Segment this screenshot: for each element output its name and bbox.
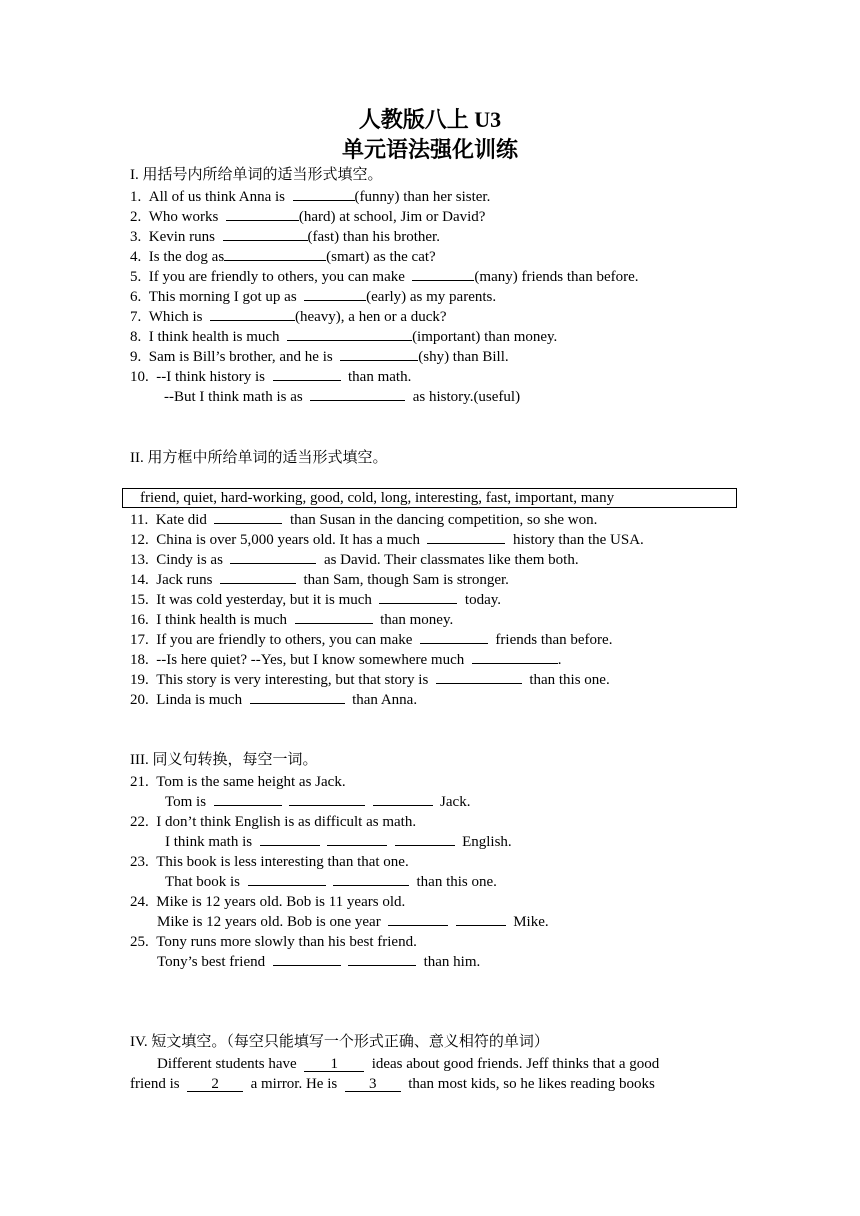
section-2-heading: II. 用方框中所给单词的适当形式填空。 bbox=[130, 450, 388, 466]
question-22: 22. I don’t think English is as difficult as math. bbox=[130, 814, 417, 830]
question-23-rewrite: That book is than this one. bbox=[165, 874, 497, 890]
answer-blank[interactable] bbox=[260, 832, 320, 846]
word-box: friend, quiet, hard-working, good, cold, long, interesting, fast, important, many bbox=[122, 488, 737, 508]
question-7: 7. Which is (heavy), a hen or a duck? bbox=[130, 309, 447, 325]
question-19: 19. This story is very interesting, but that story is than this one. bbox=[130, 672, 610, 688]
question-4: 4. Is the dog as (smart) as the cat? bbox=[130, 249, 436, 265]
answer-blank[interactable] bbox=[327, 832, 387, 846]
answer-blank[interactable] bbox=[210, 307, 295, 321]
answer-blank[interactable] bbox=[273, 952, 341, 966]
question-10: 10. --I think history is than math. bbox=[130, 369, 412, 385]
answer-blank[interactable] bbox=[304, 287, 366, 301]
question-2: 2. Who works (hard) at school, Jim or David? bbox=[130, 209, 486, 225]
section-4-heading: IV. 短文填空。（每空只能填写一个形式正确、意义相符的单词） bbox=[130, 1034, 549, 1050]
answer-blank[interactable] bbox=[287, 327, 412, 341]
passage-line-1: Different students have 1 ideas about good friends. Jeff thinks that a good bbox=[157, 1056, 660, 1072]
question-3: 3. Kevin runs (fast) than his brother. bbox=[130, 229, 440, 245]
section-3-heading: III. 同义句转换，每空一词。 bbox=[130, 752, 318, 768]
answer-blank[interactable] bbox=[420, 630, 488, 644]
answer-blank[interactable] bbox=[340, 347, 418, 361]
answer-blank[interactable] bbox=[223, 227, 308, 241]
answer-blank[interactable] bbox=[214, 510, 282, 524]
question-21-rewrite: Tom is Jack. bbox=[165, 794, 471, 810]
question-12: 12. China is over 5,000 years old. It has a much history than the USA. bbox=[130, 532, 644, 548]
question-9: 9. Sam is Bill’s brother, and he is (shy) than Bill. bbox=[130, 349, 509, 365]
question-25-rewrite: Tony’s best friend than him. bbox=[157, 954, 481, 970]
answer-blank[interactable] bbox=[224, 247, 326, 261]
answer-blank-1[interactable]: 1 bbox=[304, 1057, 364, 1072]
answer-blank[interactable] bbox=[388, 912, 448, 926]
question-22-rewrite: I think math is English. bbox=[165, 834, 512, 850]
question-10-line-2: --But I think math is as as history.(useful) bbox=[164, 389, 521, 405]
question-24: 24. Mike is 12 years old. Bob is 11 years old. bbox=[130, 894, 406, 910]
question-15: 15. It was cold yesterday, but it is much today. bbox=[130, 592, 502, 608]
answer-blank[interactable] bbox=[293, 187, 355, 201]
answer-blank[interactable] bbox=[472, 650, 558, 664]
passage-line-2: friend is 2 a mirror. He is 3 than most kids, so he likes reading books bbox=[130, 1076, 655, 1092]
question-21: 21. Tom is the same height as Jack. bbox=[130, 774, 346, 790]
question-13: 13. Cindy is as as David. Their classmates like them both. bbox=[130, 552, 579, 568]
question-25: 25. Tony runs more slowly than his best friend. bbox=[130, 934, 417, 950]
answer-blank[interactable] bbox=[226, 207, 299, 221]
answer-blank[interactable] bbox=[248, 872, 326, 886]
answer-blank[interactable] bbox=[412, 267, 474, 281]
question-1: 1. All of us think Anna is (funny) than her sister. bbox=[130, 189, 491, 205]
answer-blank-3[interactable]: 3 bbox=[345, 1077, 401, 1092]
question-23: 23. This book is less interesting than that one. bbox=[130, 854, 409, 870]
answer-blank[interactable] bbox=[456, 912, 506, 926]
question-14: 14. Jack runs than Sam, though Sam is stronger. bbox=[130, 572, 509, 588]
answer-blank[interactable] bbox=[289, 792, 365, 806]
question-20: 20. Linda is much than Anna. bbox=[130, 692, 418, 708]
question-16: 16. I think health is much than money. bbox=[130, 612, 454, 628]
answer-blank[interactable] bbox=[220, 570, 296, 584]
section-1-heading: I. 用括号内所给单词的适当形式填空。 bbox=[130, 167, 383, 183]
answer-blank-2[interactable]: 2 bbox=[187, 1077, 243, 1092]
answer-blank[interactable] bbox=[273, 367, 341, 381]
answer-blank[interactable] bbox=[310, 387, 405, 401]
question-24-rewrite: Mike is 12 years old. Bob is one year Mike. bbox=[157, 914, 549, 930]
answer-blank[interactable] bbox=[379, 590, 457, 604]
question-17: 17. If you are friendly to others, you can make friends than before. bbox=[130, 632, 613, 648]
question-8: 8. I think health is much (important) than money. bbox=[130, 329, 558, 345]
title-line-2: 单元语法强化训练 bbox=[341, 137, 518, 162]
answer-blank[interactable] bbox=[333, 872, 409, 886]
answer-blank[interactable] bbox=[250, 690, 345, 704]
answer-blank[interactable] bbox=[373, 792, 433, 806]
answer-blank[interactable] bbox=[436, 670, 522, 684]
title-line-1: 人教版八上 U3 bbox=[358, 107, 502, 132]
question-6: 6. This morning I got up as (early) as my parents. bbox=[130, 289, 497, 305]
answer-blank[interactable] bbox=[427, 530, 505, 544]
question-18: 18. --Is here quiet? --Yes, but I know somewhere much . bbox=[130, 652, 562, 668]
answer-blank[interactable] bbox=[348, 952, 416, 966]
answer-blank[interactable] bbox=[395, 832, 455, 846]
answer-blank[interactable] bbox=[295, 610, 373, 624]
answer-blank[interactable] bbox=[230, 550, 316, 564]
question-11: 11. Kate did than Susan in the dancing competition, so she won. bbox=[130, 512, 598, 528]
answer-blank[interactable] bbox=[214, 792, 282, 806]
question-5: 5. If you are friendly to others, you can make (many) friends than before. bbox=[130, 269, 639, 285]
